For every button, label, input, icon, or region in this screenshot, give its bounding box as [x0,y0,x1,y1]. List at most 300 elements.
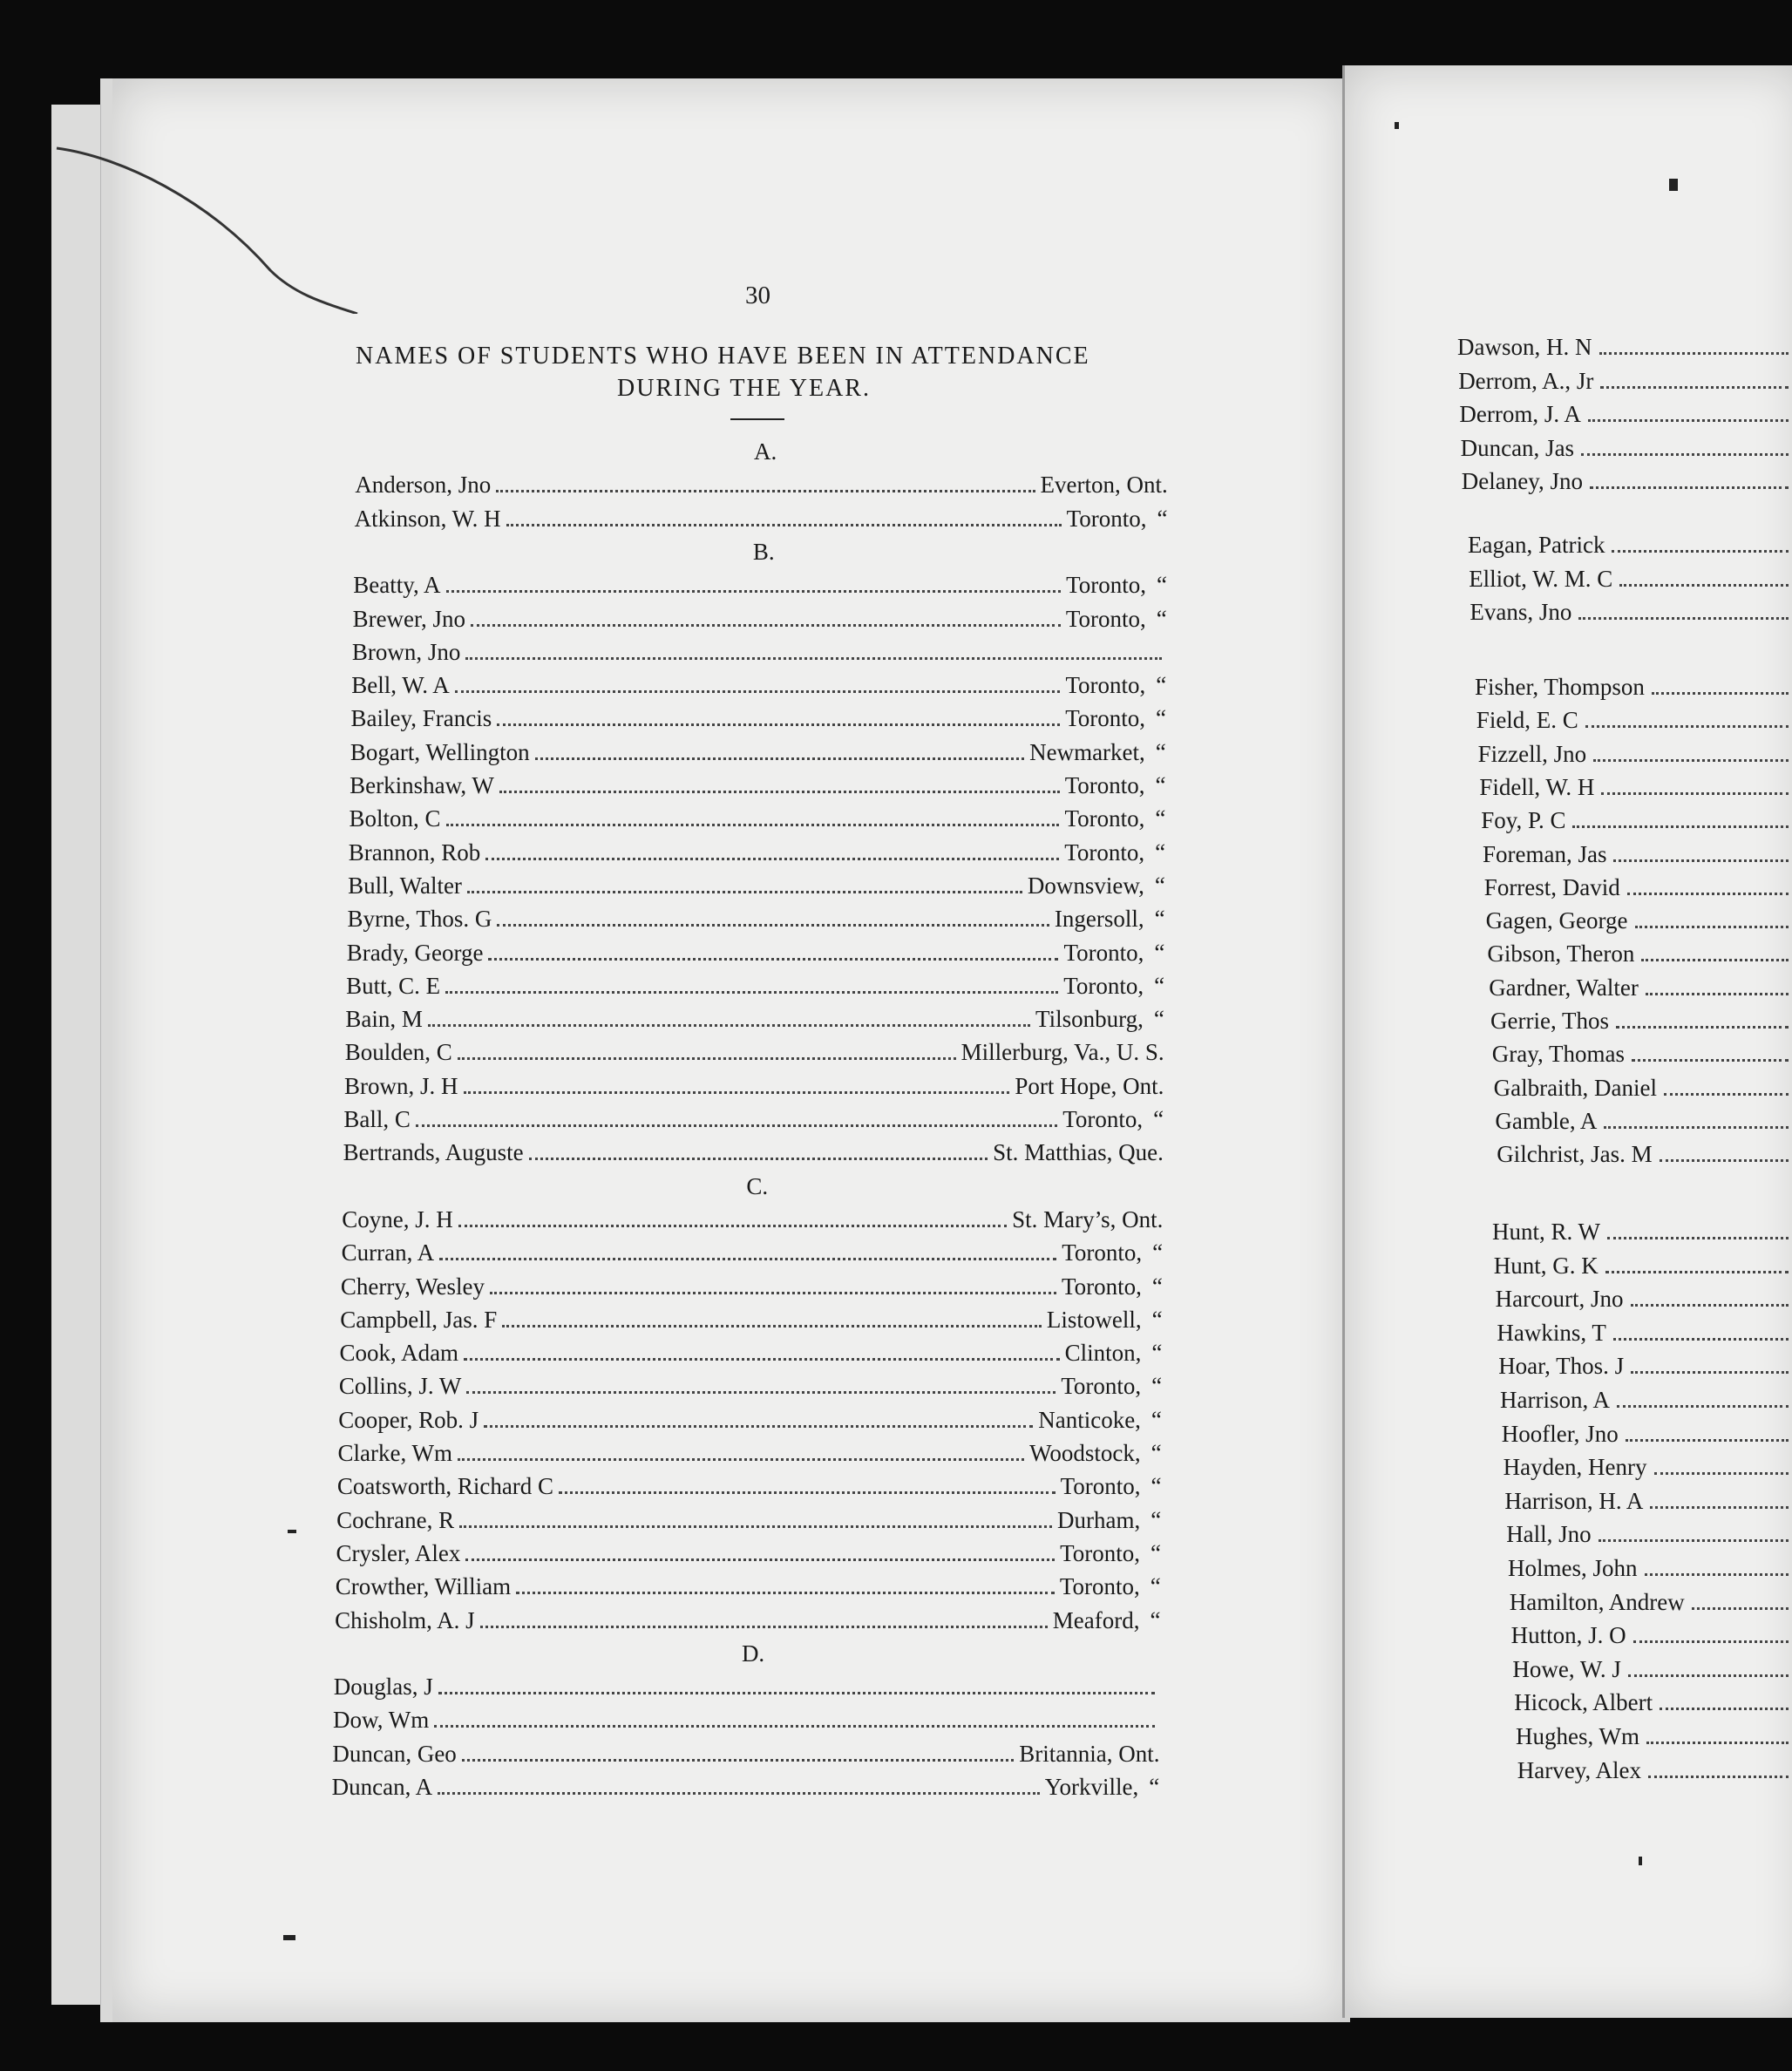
student-hometown: Newmarket, [1029,738,1145,765]
section-letter: C. [746,1172,769,1199]
dot-leader [1612,550,1789,553]
dot-leader [484,1425,1033,1428]
student-entry [1517,1756,1789,1783]
dot-leader [1635,926,1789,928]
student-name: Derrom, A., Jr [1458,367,1594,394]
dot-leader [1627,893,1789,895]
ditto-mark: “ [1151,1506,1162,1533]
student-hometown: Toronto, [1061,1373,1142,1400]
student-name: Ball, C [343,1106,411,1132]
dot-leader [446,824,1060,826]
student-entry [1479,773,1789,800]
student-entry [1477,740,1789,767]
dot-leader [1607,1237,1789,1239]
ditto-mark: “ [1154,872,1165,899]
dot-leader [1648,1776,1789,1778]
student-name: Hoofler, Jno [1501,1420,1619,1447]
student-name: Coatsworth, Richard C [336,1473,554,1500]
student-entry [1494,1076,1789,1100]
student-entry [1496,1287,1789,1311]
student-name: Elliot, W. M. C [1469,565,1613,592]
dot-leader [1605,1271,1789,1273]
student-hometown: Everton, Ont. [1040,472,1168,499]
dot-leader [446,590,1062,593]
dot-leader [1588,419,1789,422]
student-entry [339,1375,1162,1398]
dot-leader [1619,584,1789,587]
student-hometown: Downsview, [1027,872,1144,899]
student-hometown: Nanticoke, [1038,1406,1141,1433]
student-entry [332,1742,1159,1766]
student-name: Curran, A [341,1239,435,1266]
ditto-mark: “ [1152,1239,1164,1266]
student-entry [340,1308,1162,1332]
dot-leader [506,524,1062,526]
student-name: Forrest, David [1483,873,1620,900]
dot-leader [1601,792,1789,795]
student-entry [1494,1254,1789,1278]
ditto-mark: “ [1151,1306,1163,1333]
student-name: Delaney, Jno [1461,468,1584,494]
student-entry [1459,403,1789,426]
student-name: Bull, Walter [348,872,462,899]
dot-leader [1581,453,1789,456]
student-hometown: Ingersoll, [1054,906,1144,933]
student-entry [347,941,1165,965]
ditto-mark: “ [1156,672,1167,699]
ditto-mark: “ [1155,772,1166,798]
student-hometown: Toronto, [1065,705,1146,732]
student-name: Evans, Jno [1470,599,1572,625]
dot-leader [465,657,1161,660]
ditto-mark: “ [1149,1774,1160,1800]
dot-leader [559,1491,1056,1494]
student-entry [341,1275,1163,1299]
dot-leader [485,858,1059,860]
title-line-1: NAMES OF STUDENTS WHO HAVE BEEN IN ATTENDANCE [356,343,1090,370]
dot-leader [467,891,1022,893]
student-entry [1516,1725,1789,1748]
student-hometown: Britannia, Ont. [1019,1740,1160,1767]
student-name: Cook, Adam [339,1340,459,1367]
ditto-mark: “ [1156,605,1167,632]
student-name: Chisholm, A. J [335,1606,475,1633]
student-name: Eagan, Patrick [1468,532,1605,558]
student-entry [334,1675,1160,1699]
dot-leader [455,690,1061,693]
ditto-mark: “ [1154,939,1165,966]
student-hometown: Toronto, [1062,1239,1143,1266]
student-entry [349,841,1165,865]
student-name: Gagen, George [1485,907,1628,934]
student-hometown: Toronto, [1064,805,1145,832]
ditto-mark: “ [1154,906,1165,933]
student-name: Duncan, Jas [1460,434,1575,461]
student-entry [346,974,1164,998]
ditto-mark: “ [1156,705,1167,732]
student-name: Hoar, Thos. J [1498,1353,1625,1380]
student-name: Byrne, Thos. G [347,906,492,933]
student-entry [1476,709,1789,732]
student-entry [1481,809,1789,832]
student-name: Collins, J. W [338,1373,462,1400]
student-name: Brady, George [346,939,484,966]
student-entry [1483,840,1789,867]
dot-leader [1572,825,1789,828]
student-entry [338,1442,1162,1465]
dot-leader [1641,959,1789,961]
dot-leader [480,1626,1048,1628]
dot-leader [1599,352,1789,355]
dot-leader [497,924,1049,927]
dot-leader [471,624,1061,627]
dot-leader [458,1225,1007,1227]
section-letter: A. [754,438,777,465]
student-entry [1512,1655,1789,1682]
section-letter: D. [741,1640,765,1667]
dot-leader [416,1124,1057,1127]
student-entry [1490,1009,1789,1033]
student-entry [343,1141,1164,1165]
student-hometown: Toronto, [1060,1539,1140,1566]
student-hometown: Millerburg, Va., U. S. [960,1039,1164,1066]
dot-leader [459,1525,1052,1528]
student-name: Atkinson, W. H [354,505,501,532]
ditto-mark: “ [1150,1573,1161,1600]
student-entry [1498,1355,1789,1378]
ditto-mark: “ [1153,1006,1164,1033]
student-hometown: Toronto, [1065,672,1146,699]
dot-leader [445,991,1058,994]
student-name: Hayden, Henry [1503,1454,1647,1481]
student-name: Coyne, J. H [342,1205,453,1232]
dot-leader [1660,1159,1789,1162]
student-hometown: Yorkville, [1044,1774,1139,1800]
dot-leader [1585,725,1789,728]
dot-leader [1590,486,1789,489]
student-name: Cooper, Rob. J [338,1406,479,1433]
student-entry [337,1475,1162,1498]
title-line-2: DURING THE YEAR. [617,375,871,402]
student-name: Galbraith, Daniel [1493,1074,1658,1101]
dot-leader [1599,1539,1789,1542]
student-entry [353,574,1167,597]
dot-leader [1626,1439,1789,1442]
student-name: Bertrands, Auguste [343,1139,524,1166]
student-entry [1457,336,1789,359]
student-name: Field, E. C [1476,707,1578,734]
dot-leader [496,490,1035,492]
student-entry [1487,942,1789,966]
student-hometown: Toronto, [1063,939,1144,966]
dot-leader [434,1725,1154,1728]
student-entry [1508,1557,1789,1580]
student-entry [342,1241,1164,1265]
dot-leader [1632,1059,1789,1062]
ditto-mark: “ [1155,839,1166,866]
ditto-mark: “ [1155,738,1166,765]
dot-leader [458,1057,956,1060]
student-entry [352,605,1167,632]
student-hometown: Toronto, [1063,972,1144,999]
student-name: Clarke, Wm [337,1440,452,1466]
student-entry [333,1708,1160,1732]
student-entry [336,1506,1162,1533]
student-name: Harcourt, Jno [1495,1286,1624,1313]
dot-leader [1633,1640,1789,1643]
dot-leader [1604,1126,1789,1129]
student-name: Gray, Thomas [1491,1041,1626,1068]
student-hometown: Toronto, [1062,1273,1142,1300]
dot-leader [464,1358,1060,1361]
pencil-mark [52,139,366,314]
dot-leader [1646,993,1789,995]
student-name: Duncan, A [331,1774,433,1800]
ditto-mark: “ [1151,1340,1163,1367]
student-hometown: Toronto, [1062,1106,1144,1132]
student-name: Howe, W. J [1512,1655,1621,1682]
student-name: Cochrane, R [336,1506,455,1533]
dot-leader [439,1258,1056,1260]
dot-leader [1646,1742,1789,1744]
student-entry [1469,567,1789,591]
dot-leader [1631,1371,1789,1374]
student-name: Foreman, Jas [1483,840,1607,867]
student-name: Bailey, Francis [350,705,492,732]
student-entry [1495,1107,1789,1134]
student-name: Beatty, A [353,572,441,599]
student-hometown: Tilsonburg, [1035,1006,1144,1033]
student-entry [1483,873,1789,900]
student-name: Boulden, C [344,1039,452,1066]
student-entry [1500,1389,1789,1412]
dot-leader [490,1292,1056,1294]
student-name: Bain, M [345,1006,423,1033]
dot-leader [516,1592,1055,1594]
student-name: Fidell, W. H [1479,773,1595,800]
dot-leader [1660,1708,1789,1710]
student-name: Foy, P. C [1481,807,1566,834]
dot-leader [458,1458,1024,1461]
student-entry [1497,1321,1789,1345]
student-entry [347,907,1164,931]
student-entry [1489,976,1789,1000]
student-name: Gilchrist, Jas. M [1497,1141,1653,1168]
student-name: Hunt, R. W [1492,1219,1601,1245]
student-name: Crowther, William [335,1573,512,1600]
dot-leader [1628,1674,1789,1677]
student-entry [351,674,1166,697]
student-name: Bogart, Wellington [350,738,530,765]
student-entry [1514,1691,1789,1715]
student-name: Brewer, Jno [352,605,465,632]
dot-leader [466,1391,1056,1394]
student-name: Fizzell, Jno [1477,740,1587,767]
student-name: Gibson, Theron [1487,940,1635,968]
student-hometown: Clinton, [1064,1340,1142,1367]
student-name: Hall, Jno [1506,1521,1592,1548]
ditto-mark: “ [1151,1440,1162,1466]
dot-leader [1645,1573,1789,1576]
ditto-mark: “ [1151,1373,1163,1400]
title-rule [730,418,784,420]
student-entry [351,707,1167,730]
dot-leader [1613,859,1789,862]
student-name: Holmes, John [1508,1555,1638,1581]
student-entry [1497,1143,1789,1166]
ditto-mark: “ [1150,1539,1161,1566]
student-entry [1504,1456,1789,1479]
dot-leader [462,1759,1014,1762]
student-hometown: Meaford, [1052,1606,1140,1633]
dot-leader [464,1091,1010,1094]
student-entry [1460,434,1789,461]
student-hometown: Woodstock, [1029,1440,1141,1466]
student-entry [355,507,1168,531]
student-entry [1506,1523,1789,1546]
scan-speck [283,1935,295,1940]
student-entry [1492,1220,1789,1244]
student-entry [349,807,1165,831]
student-name: Hutton, J. O [1510,1622,1626,1649]
student-name: Douglas, J [333,1674,433,1701]
student-name: Bolton, C [349,805,441,832]
student-entry [1468,533,1789,557]
student-entry [343,1108,1164,1131]
ditto-mark: “ [1155,805,1166,832]
dot-leader [1616,1026,1789,1029]
dot-leader [1593,759,1789,762]
scan-speck [1395,122,1399,129]
student-name: Harvey, Alex [1517,1756,1641,1783]
student-hometown: Toronto, [1064,772,1145,798]
student-name: Harrison, A [1500,1387,1610,1413]
dot-leader [1613,1338,1789,1341]
dot-leader [1654,1472,1789,1475]
student-entry [332,1776,1160,1799]
student-name: Brown, J. H [344,1072,458,1099]
student-name: Butt, C. E [346,972,441,999]
section-letter: B. [752,538,775,565]
dot-leader [488,958,1058,961]
ditto-mark: “ [1153,1106,1164,1132]
student-hometown: Toronto, [1066,505,1147,532]
student-hometown: Durham, [1056,1506,1141,1533]
student-name: Hicock, Albert [1514,1689,1653,1716]
student-name: Brown, Jno [351,638,461,665]
student-entry [345,1041,1164,1064]
dot-leader [529,1158,988,1160]
ditto-mark: “ [1151,1473,1162,1500]
student-name: Harrison, H. A [1504,1487,1644,1514]
student-entry [1458,367,1789,394]
scan-speck [1639,1857,1642,1865]
student-hometown: Listowell, [1046,1306,1142,1333]
student-name: Berkinshaw, W [350,772,494,798]
student-entry [338,1406,1162,1433]
student-name: Gerrie, Thos [1490,1008,1609,1034]
student-name: Campbell, Jas. F [340,1306,498,1333]
student-entry [340,1341,1163,1365]
student-entry [1486,909,1789,933]
dot-leader [1600,386,1789,389]
ditto-mark: “ [1150,1606,1161,1633]
student-entry [1462,470,1789,493]
student-name: Derrom, J. A [1459,401,1581,427]
dot-leader [438,1692,1155,1694]
student-entry [350,738,1166,765]
student-name: Bell, W. A [351,672,450,699]
student-hometown: St. Matthias, Que. [993,1139,1164,1166]
ditto-mark: “ [1157,572,1168,599]
student-entry [335,1606,1161,1633]
student-name: Hunt, G. K [1493,1252,1599,1279]
dot-leader [1692,1607,1789,1610]
student-hometown: Toronto, [1060,1473,1141,1500]
dot-leader [535,757,1024,760]
ditto-mark: “ [1151,1273,1163,1300]
student-name: Cherry, Wesley [340,1273,485,1300]
ditto-mark: “ [1154,972,1165,999]
student-entry [1475,676,1789,699]
student-entry [348,874,1165,898]
student-entry [345,1008,1164,1031]
student-entry [350,774,1165,798]
student-entry [1470,601,1789,624]
student-hometown: Toronto, [1065,605,1146,632]
dot-leader [499,791,1060,793]
student-hometown: Port Hope, Ont. [1015,1072,1164,1099]
dot-leader [1578,617,1789,620]
student-hometown: Toronto, [1064,839,1145,866]
student-name: Gamble, A [1495,1107,1598,1134]
dot-leader [438,1792,1040,1795]
student-name: Brannon, Rob [348,839,481,866]
dot-leader [497,723,1060,726]
student-name: Crysler, Alex [336,1539,461,1566]
dot-leader [1617,1405,1789,1408]
dot-leader [1664,1093,1789,1096]
student-hometown: Toronto, [1059,1573,1140,1600]
student-name: Dow, Wm [333,1707,430,1734]
student-entry [1504,1487,1789,1514]
dot-leader [465,1558,1055,1561]
student-entry [351,638,1167,665]
student-name: Duncan, Geo [332,1740,457,1767]
student-entry [344,1072,1164,1099]
student-name: Fisher, Thompson [1475,674,1645,700]
student-name: Gardner, Walter [1489,974,1639,1001]
dot-leader [1652,692,1789,695]
student-name: Anderson, Jno [355,472,492,499]
student-entry [1511,1624,1789,1647]
student-entry [1509,1588,1789,1615]
student-name: Dawson, H. N [1457,334,1592,360]
student-entry [1492,1042,1789,1066]
ditto-mark: “ [1157,505,1168,532]
student-entry [1501,1420,1789,1447]
student-hometown: St. Mary’s, Ont. [1012,1205,1164,1232]
student-entry [336,1539,1161,1566]
dot-leader [428,1024,1030,1027]
dot-leader [1650,1506,1789,1509]
student-name: Hamilton, Andrew [1509,1588,1685,1615]
dot-leader [1631,1304,1789,1307]
student-entry [355,473,1167,497]
dot-leader [502,1325,1042,1327]
student-entry [336,1575,1161,1599]
page-number: 30 [745,282,770,309]
